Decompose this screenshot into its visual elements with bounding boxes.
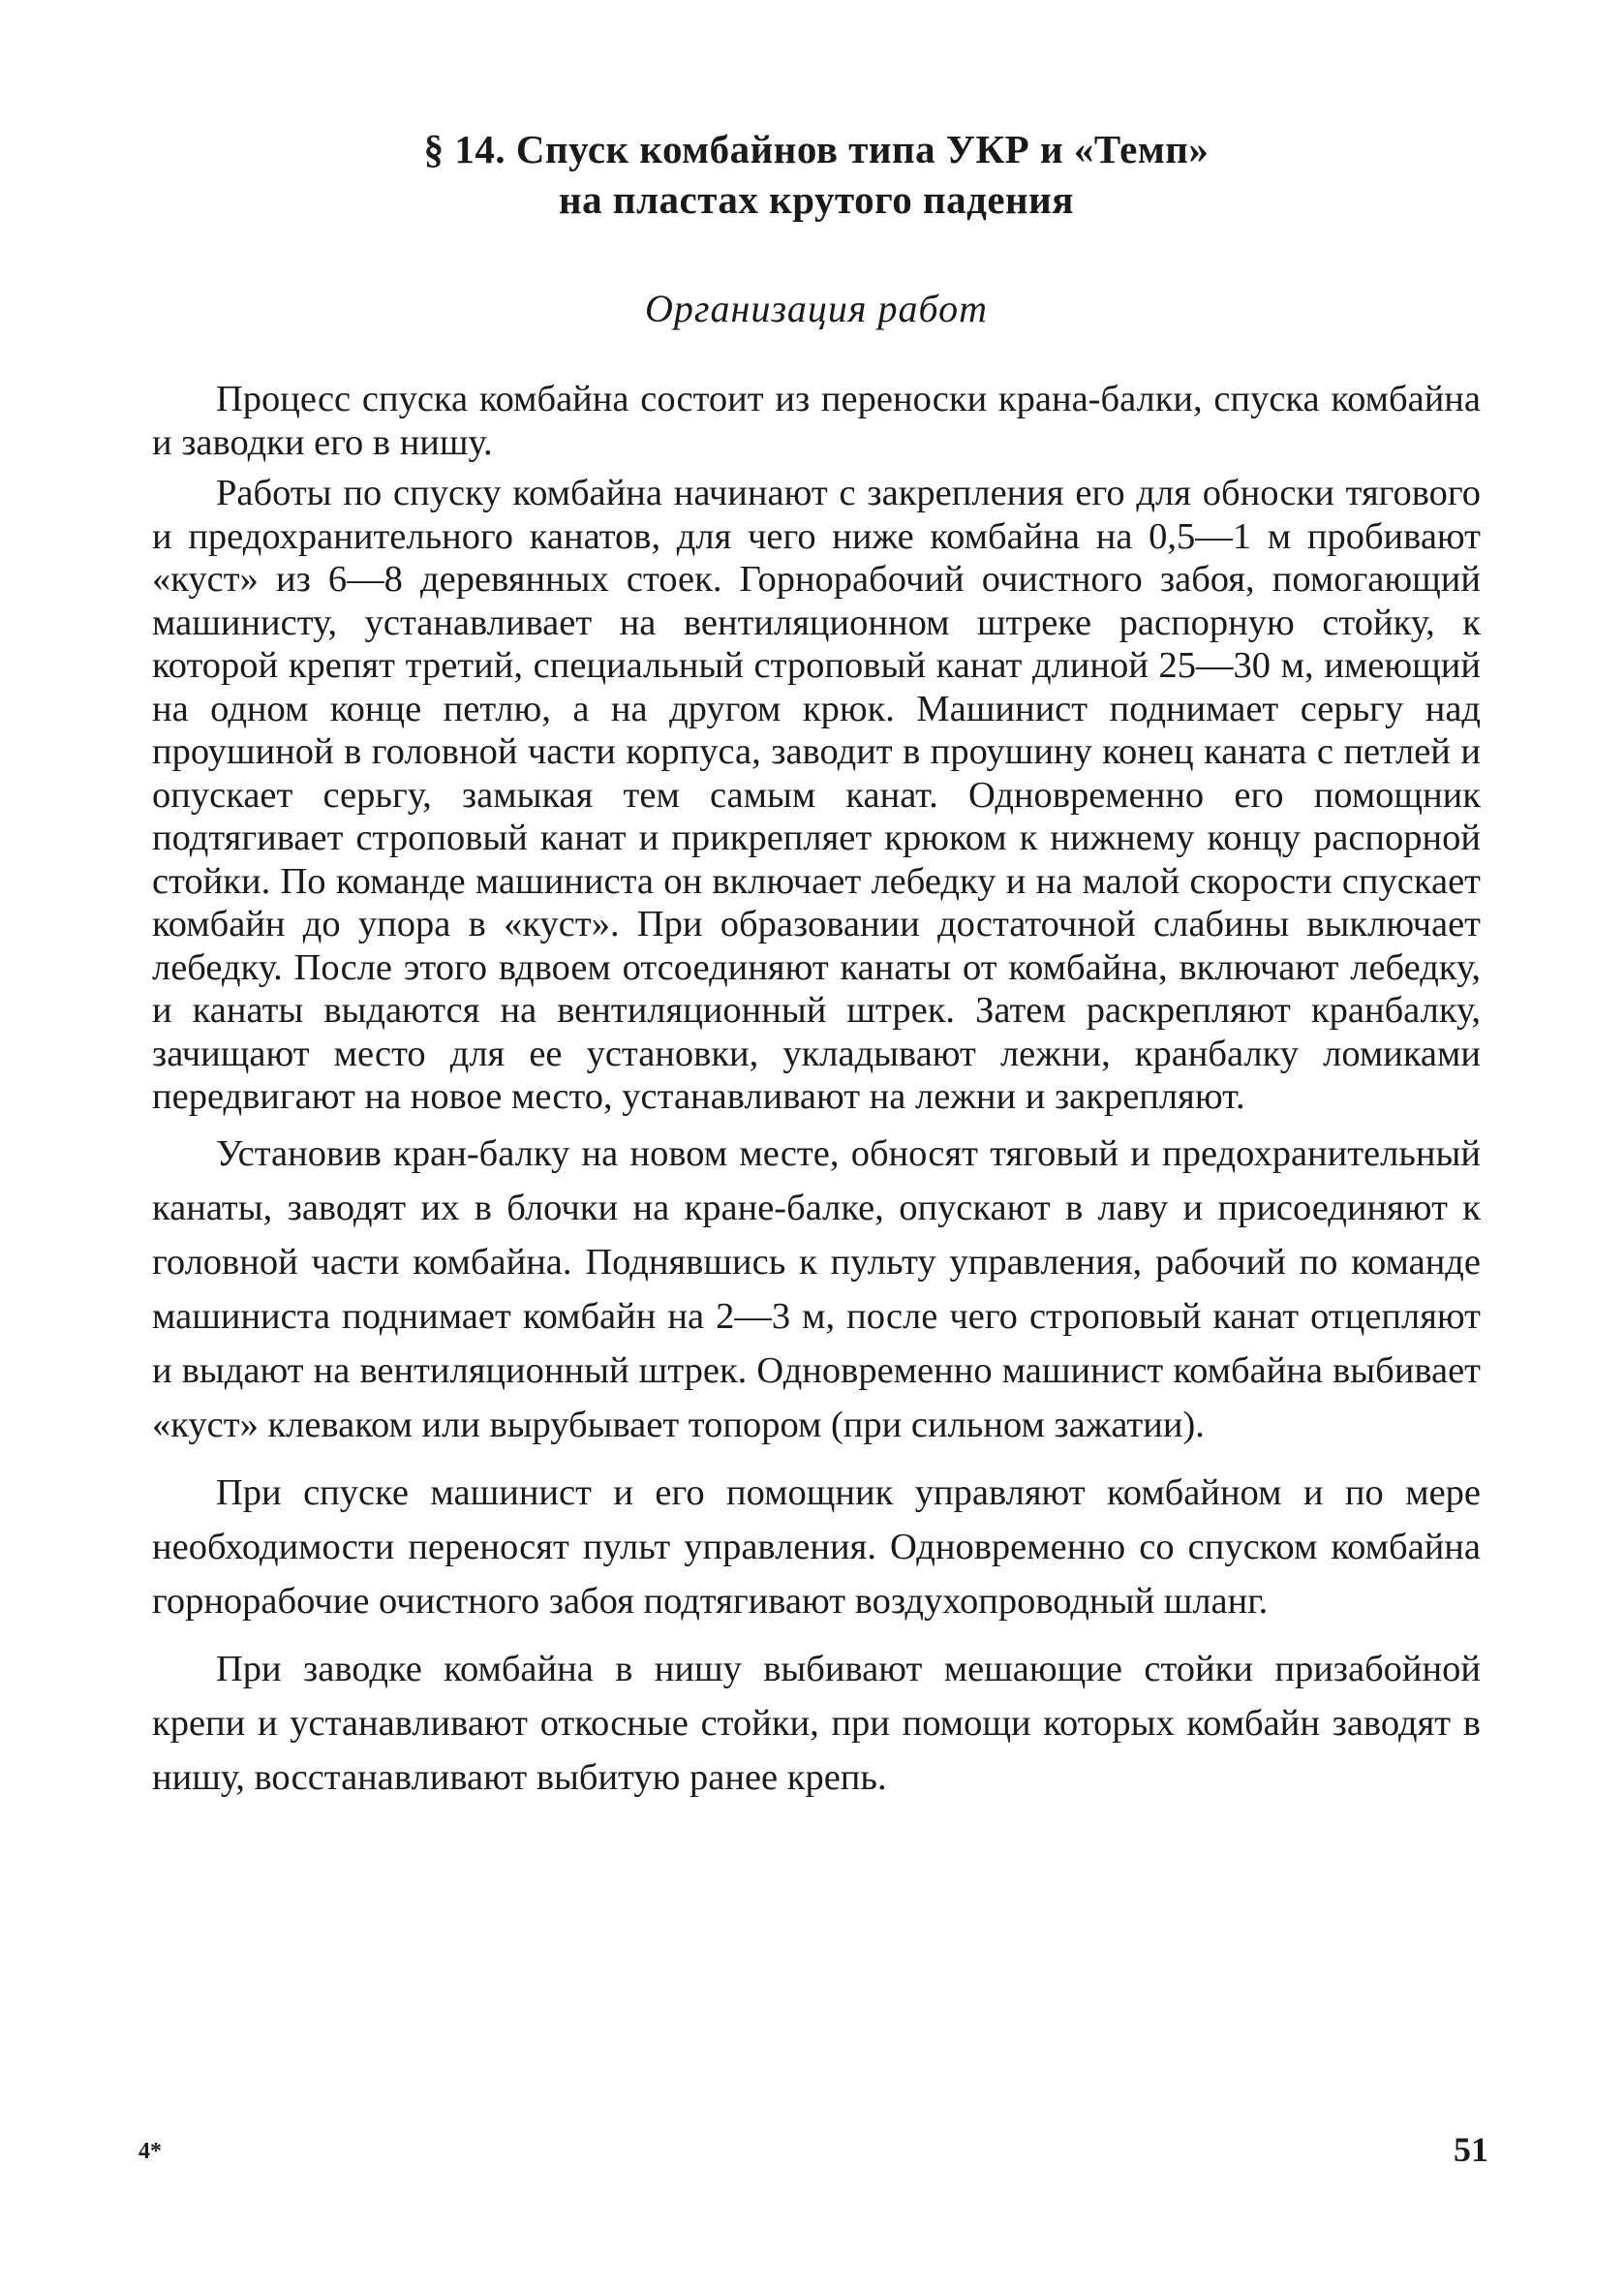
paragraph-2: Работы по спуску комбайна начинают с закрепления его для обноски тягового и предохранительного канатов, для чего ниже комбайна на 0,5—1 м пробивают «куст» из 6—8 деревянных стоек. Горнорабочий очистного забоя, помогающий машинисту, устанавливает на вентиляционном штреке распорную стойку, к которой крепят третий, специальный строповый канат длиной 25—30 м, имеющий на одном конце петлю, а на другом крюк. Машинист поднимает серьгу над проушиной в головной части корпуса, заводит в проушину конец каната с петлей и опускает серьгу, замыкая тем самым канат. Одновременно его помощник подтягивает строповый канат и прикрепляет крюком к нижнему концу распорной стойки. По команде машиниста он включает лебедку и на малой скорости спускает комбайн до упора в «куст». При образовании достаточной слабины выключает лебедку. После этого вдвоем отсоединяют канаты от комбайна, включают лебедку, и канаты выдаются на вентиляционный штрек. Затем раскрепляют кранбалку, зачищают место для ее установки, укладывают лежни, кранбалку ломиками передвигают на новое место, устанавливают на лежни и закрепляют.	[152, 473, 1481, 1117]
paragraph-1: Процесс спуска комбайна состоит из переноски крана-балки, спуска комбайна и заводки его в нишу.	[152, 379, 1481, 463]
subsection-heading: Организация работ	[644, 287, 988, 330]
section-title-line-2: на пластах крутого падения	[559, 177, 1074, 222]
section-title	[152, 124, 1481, 225]
paragraph-4: При спуске машинист и его помощник управляют комбайном и по мере необходимости переносят пульт управления. Одновременно со спуском комбайна горнорабочие очистного забоя подтягивают воздухопроводный шланг.	[152, 1471, 1481, 1622]
signature-mark: 4*	[138, 2139, 162, 2164]
page-body	[152, 124, 1481, 1818]
paragraph-3: Установив кран-балку на новом месте, обносят тяговый и предохранительный канаты, заводят их в блочки на кране-балке, опускают в лаву и присоединяют к головной части комбайна. Поднявшись к пульту управления, рабочий по команде машиниста поднимает комбайн на 2—3 м, после чего строповый канат отцепляют и выдают на вентиляционный штрек. Одновременно машинист комбайна выбивает «куст» клеваком или вырубывает топором (при сильном зажатии).	[152, 1132, 1481, 1445]
page-number: 51	[1454, 2130, 1488, 2169]
section-title-line-1: § 14. Спуск комбайнов типа УКР и «Темп»	[423, 127, 1210, 171]
paragraph-5: При заводке комбайна в нишу выбивают мешающие стойки призабойной крепи и устанавливают откосные стойки, при помощи которых комбайн заводят в нишу, восстанавливают выбитую ранее крепь.	[152, 1648, 1481, 1798]
